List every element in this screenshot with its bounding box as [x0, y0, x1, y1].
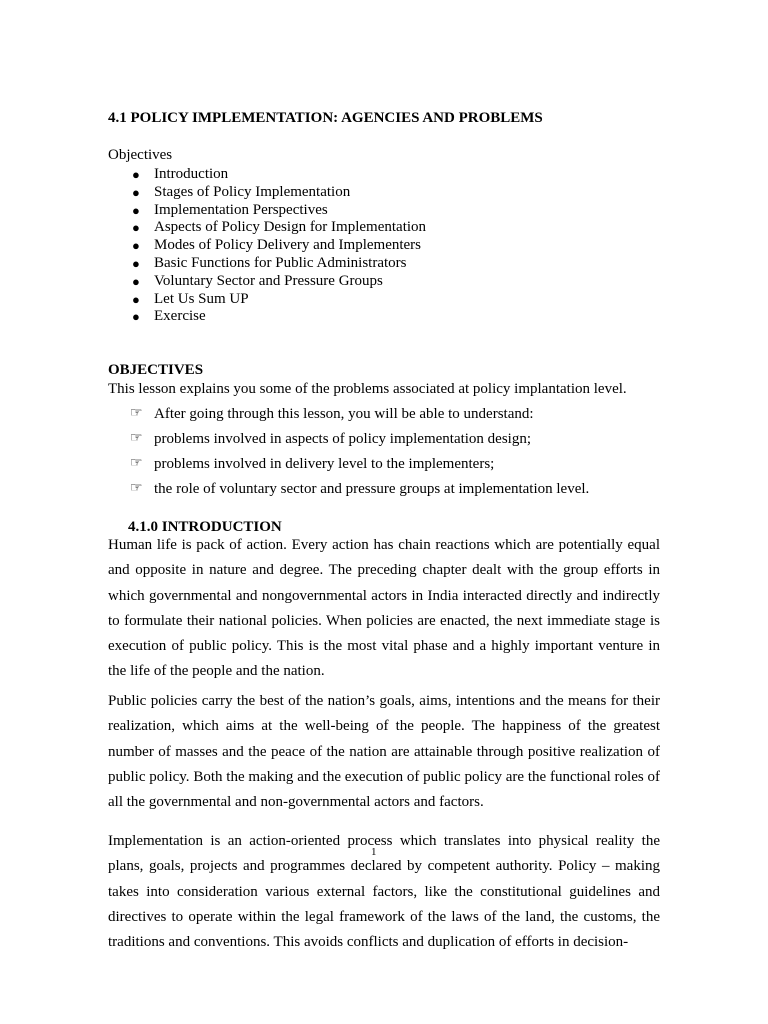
list-item	[108, 184, 426, 202]
paragraph: Implementation is an action-oriented process which translates into physical reality the plans, goals, projects and programmes declared by competent authority. Policy – making takes into consideration various external factors, like the constitutional guidelines and directives to operate within the legal framework of the laws of the land, the customs, the traditions and conventions. This avoids conflicts and duplication of efforts in decision-	[108, 833, 660, 951]
paragraph: Human life is pack of action. Every action has chain reactions which are potentially equal and opposite in nature and degree. The preceding chapter dealt with the group efforts in which governmental and nongovernmental actors in India interacted directly and indirectly to formulate their national policies. When policies are enacted, the next immediate stage is execution of public policy. This is the most vital phase and a highly important venture in the life of the people and the nation.	[108, 537, 660, 680]
list-item-text: Exercise	[154, 308, 206, 325]
bullet-icon: ●	[132, 220, 140, 236]
list-item	[108, 202, 426, 220]
pointing-hand-icon: ☞	[130, 406, 143, 421]
list-item-text: Implementation Perspectives	[154, 201, 328, 218]
list-item-text: Basic Functions for Public Administrators	[154, 254, 407, 271]
list-item	[108, 166, 426, 184]
bullet-icon: ●	[132, 167, 140, 182]
list-item	[108, 219, 426, 237]
list-item-text: Introduction	[154, 166, 229, 182]
bullet-icon: ●	[132, 184, 140, 200]
objectives-points	[108, 405, 589, 505]
bullet-icon: ●	[132, 273, 140, 289]
objectives-heading: OBJECTIVES	[108, 362, 204, 378]
pointing-hand-icon: ☞	[130, 456, 143, 471]
list-item-text: Voluntary Sector and Pressure Groups	[154, 272, 383, 289]
list-item	[108, 455, 589, 480]
pointing-hand-icon: ☞	[130, 481, 143, 496]
paragraph: Public policies carry the best of the nation’s goals, aims, intentions and the means for their realization, which aims at the well-being of the people. The happiness of the greatest number of masses and the peace of the nation are attainable through positive realization of public policy. Both the making and the execution of public policy are the functional roles of all the governmental and non-governmental actors and factors.	[108, 693, 660, 811]
objectives-label: Objectives	[108, 147, 173, 163]
section-heading: 4.1 POLICY IMPLEMENTATION: AGENCIES AND PROBLEMS	[108, 110, 543, 126]
bullet-icon: ●	[132, 309, 140, 325]
list-item-text: problems involved in delivery level to the implementers;	[154, 456, 495, 472]
list-item-text: the role of voluntary sector and pressure groups at implementation level.	[154, 481, 590, 497]
objectives-intro: This lesson explains you some of the problems associated at policy implantation level.	[108, 381, 627, 397]
list-item-text: Aspects of Policy Design for Implementation	[154, 219, 427, 236]
objectives-list	[108, 166, 426, 326]
list-item	[108, 273, 426, 291]
list-item-text: problems involved in aspects of policy implementation design;	[154, 431, 532, 447]
list-item	[108, 237, 426, 255]
list-item	[108, 291, 426, 309]
bullet-icon: ●	[132, 255, 140, 271]
bullet-icon: ●	[132, 202, 140, 218]
list-item-text: Stages of Policy Implementation	[154, 183, 351, 200]
list-item-text: Modes of Policy Delivery and Implementers	[154, 237, 422, 254]
bullet-icon: ●	[132, 238, 140, 254]
pointing-hand-icon: ☞	[130, 431, 143, 446]
introduction-heading: 4.1.0 INTRODUCTION	[128, 519, 282, 535]
bullet-icon: ●	[132, 291, 140, 307]
list-item	[108, 405, 589, 430]
list-item-text: Let Us Sum UP	[154, 290, 249, 307]
list-item-text: After going through this lesson, you will be able to understand:	[154, 406, 534, 422]
page-number: 1	[371, 846, 377, 858]
list-item	[108, 308, 426, 326]
list-item	[108, 480, 589, 505]
list-item	[108, 255, 426, 273]
list-item	[108, 430, 589, 455]
